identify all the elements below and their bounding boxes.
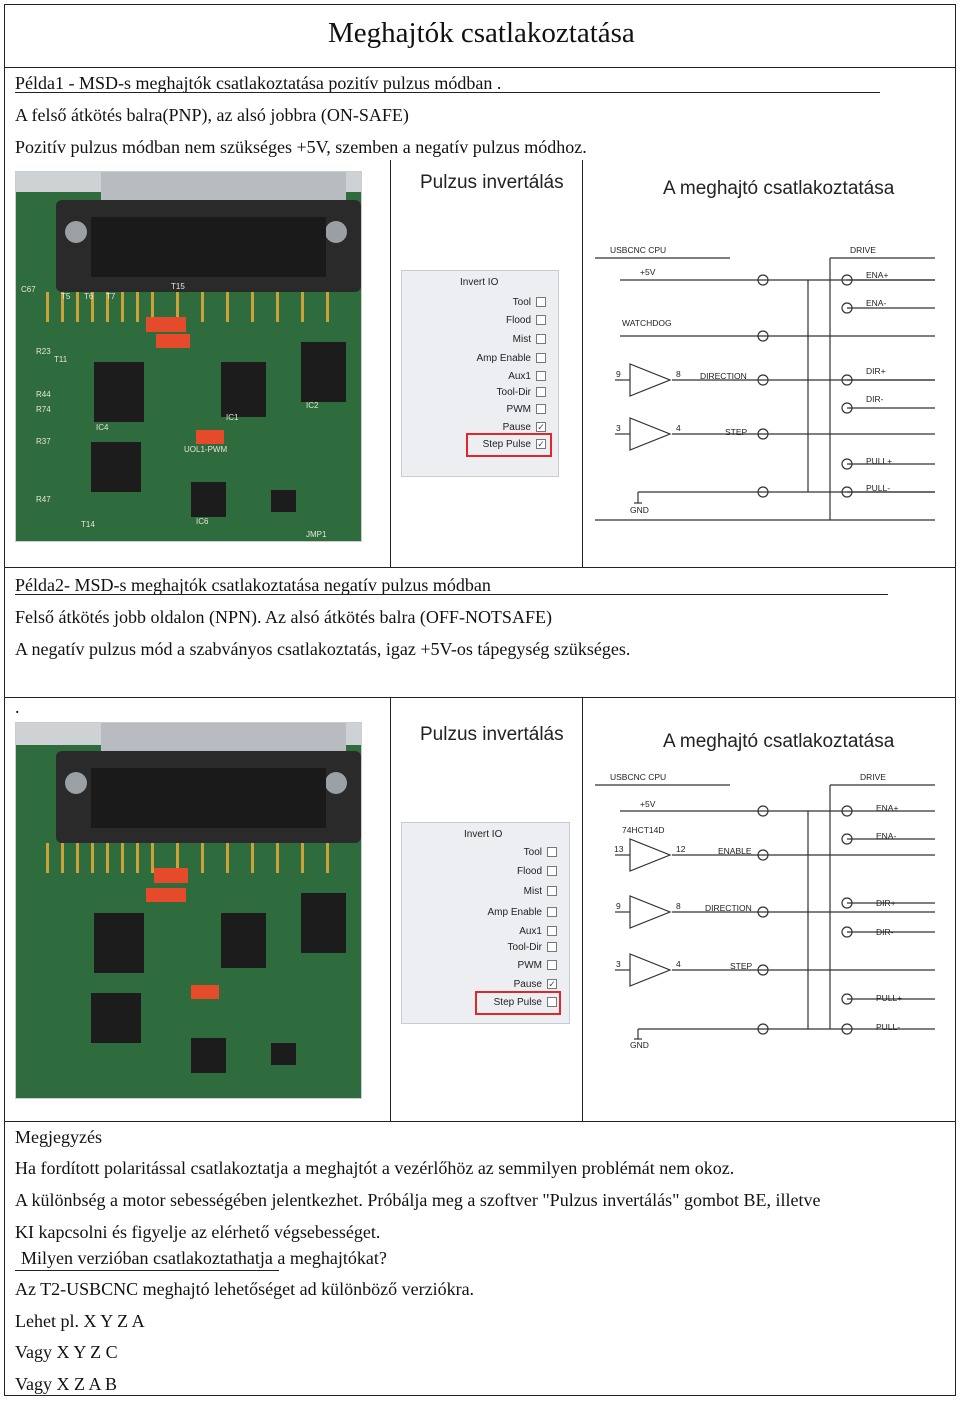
checkbox[interactable] [536, 315, 546, 325]
schem2-gnd: GND [630, 1040, 649, 1050]
checkbox-checked[interactable]: ✓ [537, 422, 545, 432]
schem1-pull-m: PULL- [866, 483, 891, 493]
invert-io-label: Tool [523, 846, 542, 858]
example1-line2: A felső átkötés balra(PNP), az alsó jobbra (ON-SAFE) [15, 105, 409, 125]
note-question-underline [15, 1270, 279, 1271]
schem2-direction: DIRECTION [705, 903, 752, 913]
invert-io-label: Pause [502, 421, 531, 433]
schem1-pin8: 8 [676, 369, 681, 379]
invert-io-row-mist-1[interactable] [513, 332, 546, 346]
checkbox-checked[interactable]: ✓ [537, 439, 545, 449]
schem1-pull-p: PULL+ [866, 456, 893, 466]
invert-io-label: Pause [513, 978, 542, 990]
schem2-dir-p: DIR+ [876, 898, 896, 908]
invert-io-panel-1 [401, 270, 559, 477]
schematic-2 [590, 767, 942, 1057]
page-title: Meghajtók csatlakoztatása [328, 17, 635, 49]
example2-heading-underline [15, 594, 888, 595]
invert-io-label: PWM [517, 959, 542, 971]
invert-io-label: Step Pulse [493, 996, 542, 1008]
example1-caption-drive: A meghajtó csatlakoztatása [663, 178, 895, 199]
pcb-photo-1 [15, 171, 362, 542]
note-line3: KI kapcsolni és figyelje az elérhető végsebességet. [15, 1222, 381, 1242]
schem2-pin9: 9 [616, 901, 621, 911]
note-example-b: Vagy X Y Z C [15, 1342, 118, 1362]
note-example-a: Lehet pl. X Y Z A [15, 1311, 145, 1331]
pcb-photo-1-drawing [16, 172, 361, 541]
schem2-drive-header: DRIVE [860, 772, 886, 782]
invert-io-label: Amp Enable [476, 352, 531, 364]
rule-ex2-text-bottom [4, 697, 956, 698]
note-answer: Az T2-USBCNC meghajtó lehetőséget ad különböző verziókra. [15, 1279, 475, 1299]
schem1-pin4: 4 [676, 423, 681, 433]
invert-io-label: Mist [523, 885, 542, 897]
example1-heading: Példa1 - MSD-s meghajtók csatlakoztatása pozitív pulzus módban . [15, 73, 502, 93]
invert-io-row-aux1-2[interactable] [519, 924, 557, 938]
schem1-drive-header: DRIVE [850, 245, 876, 255]
checkbox[interactable] [536, 297, 546, 307]
pcb-label-t6: T6 [84, 292, 94, 301]
invert-io-row-tool-dir-2[interactable] [508, 940, 557, 954]
note-heading: Megjegyzés [15, 1127, 102, 1147]
invert-io-row-tool-dir-1[interactable] [497, 385, 546, 399]
pcb-label-r44: R44 [36, 390, 51, 399]
schem1-ena-p: ENA+ [866, 270, 889, 280]
invert-io-row-amp-enable-2[interactable] [488, 905, 557, 919]
invert-io-row-pwm-1[interactable] [507, 402, 546, 416]
invert-io-label: Amp Enable [487, 906, 542, 918]
invert-io-row-amp-enable-1[interactable] [477, 351, 546, 365]
invert-io-row-tool-2[interactable] [524, 845, 557, 859]
checkbox[interactable] [536, 353, 546, 363]
schem2-pull-m: PULL- [876, 1022, 901, 1032]
example2-caption-drive: A meghajtó csatlakoztatása [663, 731, 895, 752]
note-line1: Ha fordított polaritással csatlakoztatja a meghajtót a vezérlőhöz az semmilyen problémát nem okoz. [15, 1158, 735, 1178]
schem2-pin4: 4 [676, 959, 681, 969]
note-question: Milyen verzióban csatlakoztathatja a meghajtókat? [21, 1248, 387, 1268]
example1-heading-underline [15, 92, 880, 93]
pcb-label-pwm: UOL1-PWM [184, 445, 228, 454]
example2-line2: Felső átkötés jobb oldalon (NPN). Az alsó átkötés balra (OFF-NOTSAFE) [15, 607, 552, 627]
schem2-chip: 74HCT14D [622, 825, 665, 835]
pcb-label-t7: T7 [106, 292, 116, 301]
pcb-label-ic1: IC1 [226, 413, 239, 422]
invert-io-title-1: Invert IO [460, 277, 499, 288]
example2-heading: Példa2- MSD-s meghajtók csatlakoztatása negatív pulzus módban [15, 575, 491, 595]
checkbox[interactable] [547, 960, 557, 970]
schem2-pin3: 3 [616, 959, 621, 969]
pcb-label-t11: T11 [54, 355, 68, 364]
pcb-label-r74: R74 [36, 405, 51, 414]
pcb-label-r47: R47 [36, 495, 51, 504]
invert-io-row-pause-1[interactable] [503, 420, 546, 434]
pcb-label-t14: T14 [81, 520, 95, 529]
rule-ex1-figs-bottom [4, 567, 956, 568]
schem1-gnd: GND [630, 505, 649, 515]
highlight-box-2 [475, 991, 561, 1015]
schem1-cpu-header: USBCNC CPU [610, 245, 667, 255]
schem2-pin13: 13 [614, 844, 624, 854]
schem2-dir-m: DIR- [876, 927, 894, 937]
invert-io-panel-2 [401, 822, 570, 1024]
pcb-label-r23: R23 [36, 347, 51, 356]
note-line2: A különbség a motor sebességében jelentkezhet. Próbálja meg a szoftver "Pulzus invertálás" gombot BE, illetve [15, 1190, 821, 1210]
rule-title [4, 67, 956, 68]
invert-io-label: Tool-Dir [496, 386, 531, 398]
schem1-pin3: 3 [616, 423, 621, 433]
schem1-dir-p: DIR+ [866, 366, 886, 376]
schem1-pin9: 9 [616, 369, 621, 379]
note-example-c: Vagy X Z A B [15, 1374, 118, 1394]
rule-v1a [390, 160, 391, 567]
pcb-label-r37: R37 [36, 437, 51, 446]
checkbox[interactable] [547, 847, 557, 857]
pcb-label-t15: T15 [171, 282, 185, 291]
schematic-1 [590, 238, 942, 528]
checkbox[interactable] [536, 334, 546, 344]
example1-caption-invert: Pulzus invertálás [420, 172, 564, 193]
schem1-step: STEP [725, 427, 748, 437]
checkbox[interactable] [547, 942, 557, 952]
checkbox[interactable] [547, 926, 557, 936]
invert-io-label: Aux1 [508, 370, 531, 382]
rule-ex2-figs-bottom [4, 1121, 956, 1122]
example2-dot: . [15, 697, 20, 717]
example2-caption-invert: Pulzus invertálás [420, 724, 564, 745]
invert-io-label: Aux1 [519, 925, 542, 937]
checkbox[interactable] [536, 404, 546, 414]
invert-io-row-flood-2[interactable] [517, 864, 557, 878]
checkbox[interactable] [547, 886, 557, 896]
invert-io-row-mist-2[interactable] [524, 884, 557, 898]
invert-io-row-aux1-1[interactable] [508, 369, 546, 383]
pcb-photo-2-drawing [16, 723, 361, 1098]
example1-line3: Pozitív pulzus módban nem szükséges +5V, szemben a negatív pulzus módhoz. [15, 137, 587, 157]
example2-line3: A negatív pulzus mód a szabványos csatlakoztatás, igaz +5V-os tápegység szükséges. [15, 639, 631, 659]
checkbox[interactable] [536, 371, 546, 381]
rule-v2a [390, 697, 391, 1121]
rule-v2b [582, 697, 583, 1121]
schem1-dir-m: DIR- [866, 394, 884, 404]
schem2-plus5v: +5V [640, 799, 656, 809]
schem2-pull-p: PULL+ [876, 993, 903, 1003]
pcb-label-ic2: IC2 [306, 401, 319, 410]
invert-io-label: Mist [512, 333, 531, 345]
invert-io-label: Flood [505, 314, 531, 326]
pcb-photo-2 [15, 722, 362, 1099]
checkbox[interactable] [547, 907, 557, 917]
pcb-label-ic6: IC6 [196, 517, 209, 526]
invert-io-row-pwm-2[interactable] [518, 958, 557, 972]
schem2-step: STEP [730, 961, 753, 971]
pcb-label-c67: C67 [21, 285, 36, 294]
invert-io-row-flood-1[interactable] [506, 313, 546, 327]
pcb-label-jmp1: JMP1 [306, 530, 327, 539]
invert-io-label: Tool-Dir [507, 941, 542, 953]
invert-io-label: PWM [506, 403, 531, 415]
schem2-enable: ENABLE [718, 846, 752, 856]
schem1-watchdog: WATCHDOG [622, 318, 672, 328]
invert-io-label: Tool [512, 296, 531, 308]
invert-io-row-pause-2[interactable] [514, 977, 557, 991]
rule-v1b [582, 160, 583, 567]
pcb-label-ic4: IC4 [96, 423, 109, 432]
invert-io-label: Flood [516, 865, 542, 877]
highlight-box-1 [466, 433, 552, 457]
invert-io-title-2: Invert IO [464, 829, 503, 840]
pcb-label-t5: T5 [61, 292, 71, 301]
schem1-plus5v: +5V [640, 267, 656, 277]
invert-io-row-tool-1[interactable] [513, 295, 546, 309]
invert-io-label: Step Pulse [482, 438, 531, 450]
schem1-direction: DIRECTION [700, 371, 747, 381]
schem2-pin8: 8 [676, 901, 681, 911]
checkbox-checked[interactable]: ✓ [548, 979, 556, 989]
schem2-ena-m: ENA- [876, 831, 897, 841]
checkbox[interactable] [536, 387, 546, 397]
schem2-ena-p: ENA+ [876, 803, 899, 813]
schem1-ena-m: ENA- [866, 298, 887, 308]
schem2-cpu-header: USBCNC CPU [610, 772, 667, 782]
schem2-pin12: 12 [676, 844, 686, 854]
checkbox[interactable] [547, 866, 557, 876]
